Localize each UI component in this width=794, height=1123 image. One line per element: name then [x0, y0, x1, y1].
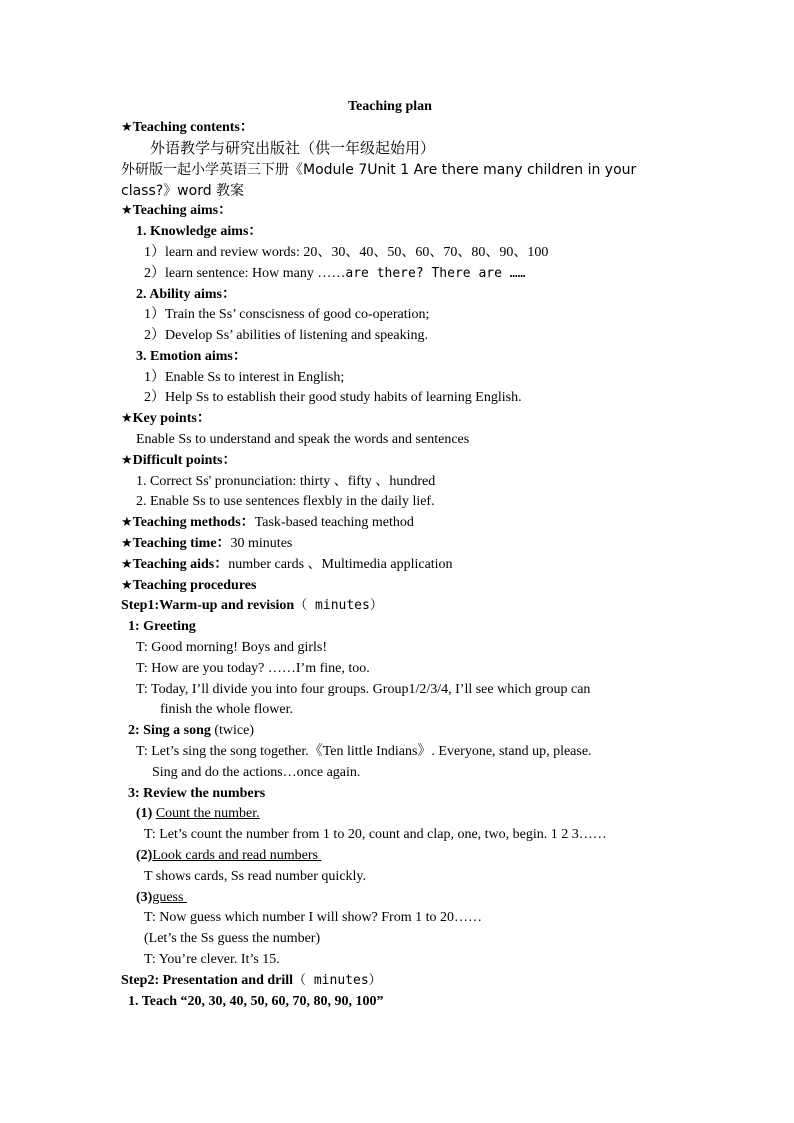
- publisher-line: 外语教学与研究出版社（供一年级起始用）: [150, 139, 436, 157]
- page-title: Teaching plan: [348, 99, 432, 114]
- step1-heading: Step1:Warm-up and revision（ minutes）: [121, 598, 383, 613]
- greeting-line-2: T: How are you today? ……I’m fine, too.: [136, 661, 370, 676]
- knowledge-item-2: 2）learn sentence: How many ……are there? There are ……: [144, 266, 526, 281]
- contents-line-1: 外研版一起小学英语三下册《Module 7Unit 1 Are there many children in your: [121, 162, 637, 178]
- key-points-text: Enable Ss to understand and speak the words and sentences: [136, 432, 470, 447]
- step2-heading: Step2: Presentation and drill（ minutes）: [121, 973, 382, 988]
- procedures-heading: ★Teaching procedures: [121, 578, 257, 593]
- greeting-line-1: T: Good morning! Boys and girls!: [136, 640, 328, 655]
- contents-heading: ★Teaching contents：: [121, 120, 254, 135]
- song-heading: 2: Sing a song (twice): [128, 723, 255, 738]
- ability-aims-heading: 2. Ability aims：: [136, 287, 236, 302]
- review-cards-title: (2)Look cards and read numbers: [136, 848, 318, 863]
- teaching-aids-line: ★Teaching aids：number cards 、Multimedia application: [121, 557, 453, 572]
- emotion-item-1: 1）Enable Ss to interest in English;: [144, 370, 345, 385]
- step2-teach-line: 1. Teach “20, 30, 40, 50, 60, 70, 80, 90, 100”: [128, 994, 384, 1009]
- teaching-methods-line: ★Teaching methods：Task-based teaching method: [121, 515, 414, 530]
- key-points-heading: ★Key points：: [121, 411, 211, 426]
- song-line-1: T: Let’s sing the song together.《Ten little Indians》. Everyone, stand up, please.: [136, 744, 592, 759]
- review-guess-line-3: T: You’re clever. It’s 15.: [144, 952, 280, 967]
- contents-line-2: class?》word 教案: [121, 183, 245, 199]
- knowledge-aims-heading: 1. Knowledge aims：: [136, 224, 263, 239]
- aims-heading: ★Teaching aims：: [121, 203, 233, 218]
- ability-item-2: 2）Develop Ss’ abilities of listening and speaking.: [144, 328, 428, 343]
- star-icon: ★: [121, 411, 133, 426]
- review-cards-line: T shows cards, Ss read number quickly.: [144, 869, 367, 884]
- difficult-item-2: 2. Enable Ss to use sentences flexbly in the daily lief.: [136, 494, 435, 509]
- review-heading: 3: Review the numbers: [128, 786, 266, 801]
- review-guess-title: (3)guess: [136, 890, 184, 905]
- star-icon: ★: [121, 453, 133, 468]
- emotion-aims-heading: 3. Emotion aims：: [136, 349, 247, 364]
- song-line-2: Sing and do the actions…once again.: [152, 765, 361, 780]
- review-count-line: T: Let’s count the number from 1 to 20, count and clap, one, two, begin. 1 2 3……: [144, 827, 607, 842]
- star-icon: ★: [121, 578, 133, 593]
- knowledge-item-1: 1）learn and review words: 20、30、40、50、60、70、80、90、100: [144, 245, 549, 260]
- review-count-title: (1) Count the number.: [136, 806, 260, 821]
- star-icon: ★: [121, 557, 133, 572]
- star-icon: ★: [121, 536, 133, 551]
- difficult-item-1: 1. Correct Ss' pronunciation: thirty 、fifty 、hundred: [136, 474, 436, 489]
- greeting-heading: 1: Greeting: [128, 619, 196, 634]
- teaching-time-line: ★Teaching time：30 minutes: [121, 536, 293, 551]
- star-icon: ★: [121, 515, 133, 530]
- emotion-item-2: 2）Help Ss to establish their good study habits of learning English.: [144, 390, 522, 405]
- greeting-line-4: finish the whole flower.: [160, 702, 293, 717]
- star-icon: ★: [121, 203, 133, 218]
- ability-item-1: 1）Train the Ss’ conscisness of good co-operation;: [144, 307, 430, 322]
- review-guess-line-2: (Let’s the Ss guess the number): [144, 931, 321, 946]
- star-icon: ★: [121, 120, 133, 135]
- review-guess-line-1: T: Now guess which number I will show? From 1 to 20……: [144, 910, 482, 925]
- greeting-line-3: T: Today, I’ll divide you into four groups. Group1/2/3/4, I’ll see which group can: [136, 682, 591, 697]
- difficult-points-heading: ★Difficult points：: [121, 453, 237, 468]
